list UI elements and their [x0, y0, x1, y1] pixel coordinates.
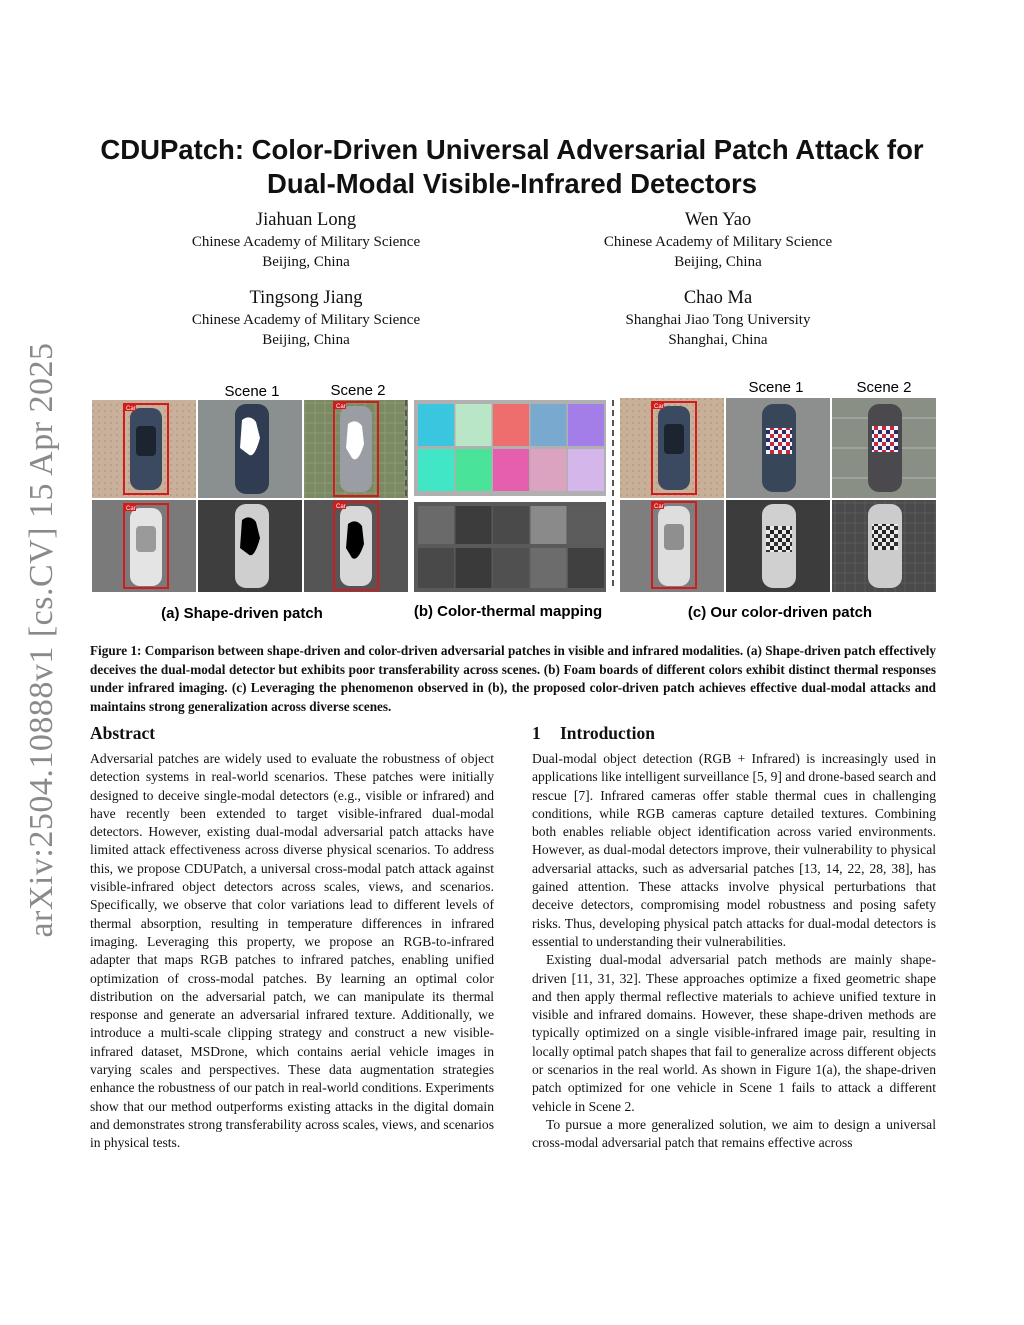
color-swatch	[493, 548, 529, 588]
color-swatch	[456, 449, 492, 491]
color-swatch	[493, 506, 529, 544]
color-swatch	[418, 506, 454, 544]
author-name: Tingsong Jiang	[249, 288, 363, 308]
section-title: Introduction	[560, 723, 655, 743]
color-swatch	[418, 449, 454, 491]
figure-caption: Figure 1: Comparison between shape-driven and color-driven adversarial patches in visible and infrared modalities. (a) Shape-driven patch effectively deceives the dual-modal detector but exhibits poor transferability across scenes. (b) Foam boards of different colors exhibit distinct thermal responses under infrared imaging. (c) Leveraging the phenomenon observed in (b), the proposed color-driven patch achieves effective dual-modal attacks and maintains strong generalization across diverse scenes.	[90, 643, 936, 714]
scene-label: Scene 2	[856, 379, 912, 396]
intro-paragraph: To pursue a more generalized solution, we aim to design a universal cross-modal adversarial patch that remains effective across	[532, 1116, 936, 1151]
author-location: Shanghai, China	[668, 332, 768, 348]
author-block	[548, 286, 888, 350]
author-affiliation: Shanghai Jiao Tong University	[625, 312, 811, 328]
arxiv-id-text: arXiv:2504.10888v1 [cs.CV] 15 Apr 2025	[23, 342, 60, 938]
scene-label: Scene 1	[748, 379, 804, 396]
det-label: Car	[126, 406, 136, 412]
det-label: Car	[654, 504, 664, 510]
color-swatch	[418, 404, 454, 446]
det-label: Car	[654, 404, 664, 410]
author-block	[548, 208, 888, 272]
figure-1-graphic	[90, 378, 936, 628]
author-location: Beijing, China	[674, 254, 762, 270]
color-swatch	[568, 548, 604, 588]
author-name: Wen Yao	[684, 210, 752, 230]
author-name: Jiahuan Long	[255, 210, 357, 230]
figure-1	[90, 378, 936, 628]
det-label: Car	[126, 506, 136, 512]
det-label: Car	[336, 404, 346, 410]
subcaption-b: (b) Color-thermal mapping	[413, 603, 603, 620]
author-affiliation: Chinese Academy of Military Science	[191, 234, 421, 250]
color-swatch	[493, 404, 529, 446]
introduction-section	[532, 722, 936, 1153]
color-swatch	[456, 506, 492, 544]
color-swatch	[531, 449, 567, 491]
introduction-heading	[532, 722, 936, 744]
author-location: Beijing, China	[262, 254, 350, 270]
color-swatch	[493, 449, 529, 491]
subcaption-a: (a) Shape-driven patch	[161, 605, 323, 622]
intro-paragraph: Existing dual-modal adversarial patch methods are mainly shape-driven [11, 31, 32]. These approaches optimize a fixed geometric shape and then apply thermal reflective materials to achieve unified texture in visible and infrared domains. However, these shape-driven methods are typically optimized on a single visible-infrared image pair, resulting in locally optimal patch shapes that fail to generalize across different objects or scenarios in the real world. As shown in Figure 1(a), the shape-driven patch optimized for one vehicle in Scene 1 fails to attack a different vehicle in Scene 2.	[532, 952, 936, 1114]
scene-label: Scene 2	[330, 382, 386, 399]
intro-paragraph: Dual-modal object detection (RGB + Infrared) is increasingly used in applications like intelligent surveillance [5, 9] and drone-based search and rescue [7]. Infrared cameras offer stable thermal cues in challenging conditions, while RGB cameras capture detailed textures. Combining both enables reliable object identification across varied environments. However, as dual-modal detectors improve, their vulnerability to physical adversarial attacks, such as adversarial patches [13, 14, 22, 28, 38], has gained attention. These attacks involve physical perturbations that deceive detectors, compromising model robustness and posing safety risks. Thus, developing physical patch attacks for dual-modal detectors is essential to understanding their vulnerabilities.	[532, 751, 936, 949]
panel-c-infrared-row	[620, 500, 936, 592]
arxiv-side-stamp	[2, 0, 82, 1325]
color-swatch	[456, 404, 492, 446]
section-number: 1	[532, 723, 541, 743]
color-swatch	[456, 548, 492, 588]
author-affiliation: Chinese Academy of Military Science	[191, 312, 421, 328]
author-block	[136, 208, 476, 272]
color-swatch	[531, 548, 567, 588]
author-block	[136, 286, 476, 350]
paper-title: CDUPatch: Color-Driven Universal Adversarial Patch Attack for Dual-Modal Visible-Infrared Detectors	[100, 134, 924, 199]
color-swatch	[568, 449, 604, 491]
subcaption-c: (c) Our color-driven patch	[687, 604, 873, 621]
color-swatch	[568, 404, 604, 446]
panel-b-color-swatches	[414, 400, 606, 592]
abstract-section	[90, 722, 494, 1153]
color-swatch	[418, 548, 454, 588]
author-location: Beijing, China	[262, 332, 350, 348]
panel-c-visible-row	[620, 398, 936, 498]
color-swatch	[531, 506, 567, 544]
author-name: Chao Ma	[683, 288, 753, 308]
abstract-heading: Abstract	[90, 723, 156, 743]
color-swatch	[568, 506, 604, 544]
det-label: Car	[336, 504, 346, 510]
panel-a-visible-row	[92, 400, 408, 498]
color-swatch	[531, 404, 567, 446]
panel-a-infrared-row	[92, 500, 408, 592]
abstract-text: Adversarial patches are widely used to evaluate the robustness of object detection systems in real-world scenarios. These patches were initially designed to deceive single-modal detectors (e.g., visible or infrared) and have recently been extended to target visible-infrared dual-modal detectors. However, existing dual-modal adversarial patch attacks have limited attack effectiveness across diverse physical scenarios. To address this, we propose CDUPatch, a universal cross-modal patch attack against visible-infrared object detectors across scales, views, and scenarios. Specifically, we observe that color variations lead to different levels of thermal absorption, resulting in temperature differences in infrared imaging. Leveraging this property, we propose an RGB-to-infrared adapter that maps RGB patches to infrared patches, enabling unified optimization of cross-modal patches. By learning an optimal color distribution on the adversarial patch, we can manipulate its thermal response and generate an adversarial infrared texture. Additionally, we introduce a multi-scale clipping strategy and construct a new visible-infrared dataset, MSDrone, which contains aerial vehicle images in varying scales and perspectives. These data augmentation strategies enhance the robustness of our patch in real-world conditions. Experiments show that our method outperforms existing attacks in the digital domain and demonstrates strong transferability across scales, views, and scenarios in physical tests.	[90, 751, 494, 1151]
author-affiliation: Chinese Academy of Military Science	[603, 234, 833, 250]
scene-label: Scene 1	[224, 383, 280, 400]
